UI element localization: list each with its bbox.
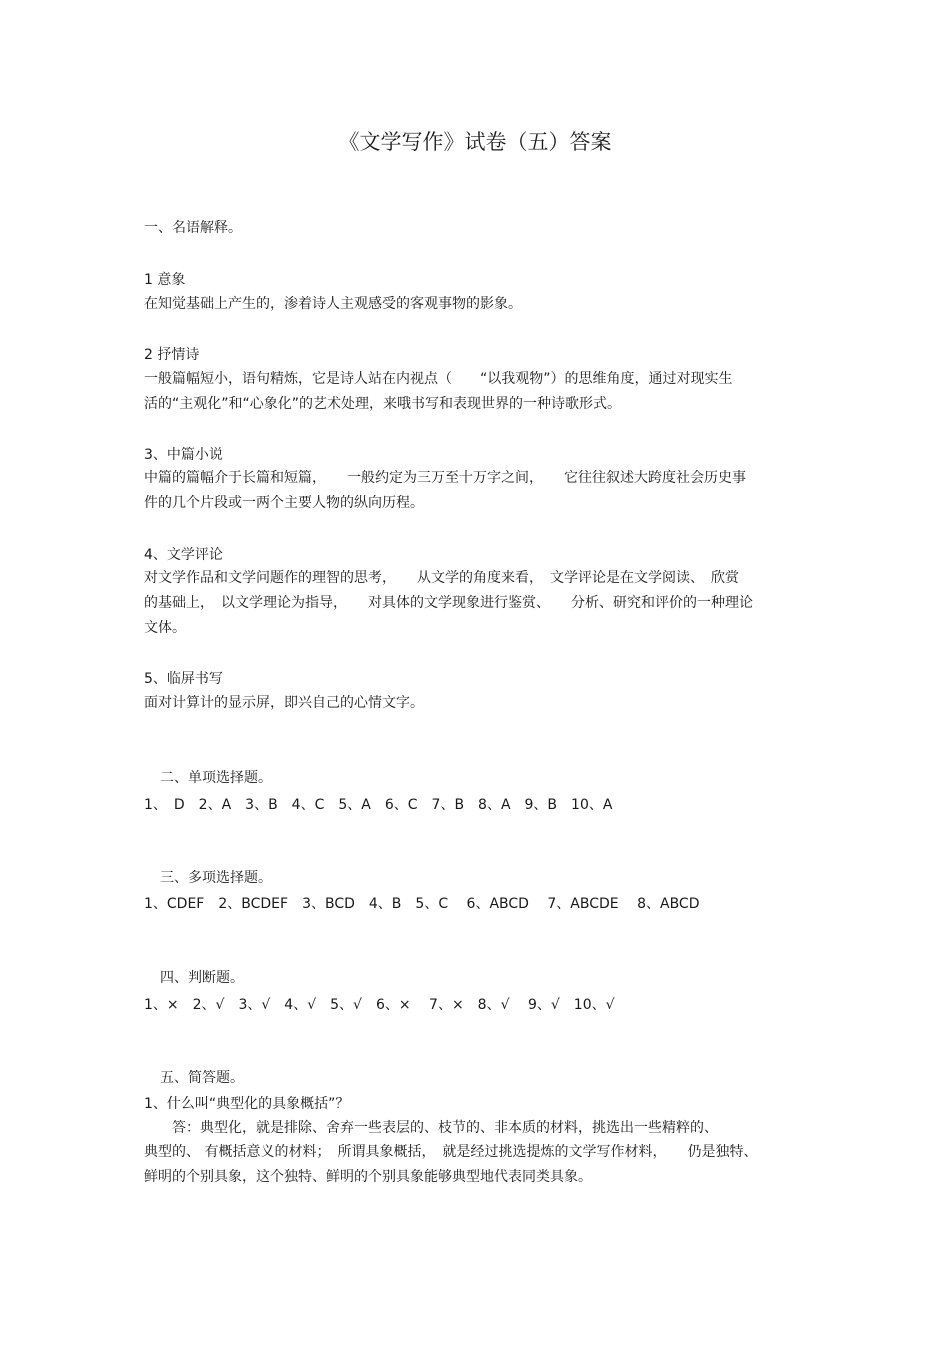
section-3-heading: 三、多项选择题。 xyxy=(160,870,272,886)
answer-1-line: 答：典型化，就是排除、舍弃一些表层的、枝节的、非本质的材料，挑选出一些精粹的、 xyxy=(172,1120,718,1136)
section-2-heading: 二、单项选择题。 xyxy=(160,770,272,786)
term-4-definition-line: 的基础上， 以文学理论为指导， 对具体的文学现象进行鉴赏、 分析、研究和评价的一种理论 xyxy=(144,595,753,611)
section-5-heading: 五、简答题。 xyxy=(160,1070,244,1086)
section-1-heading: 一、名语解释。 xyxy=(144,220,242,236)
term-4-label: 4、文学评论 xyxy=(144,547,223,563)
term-3-definition-line: 中篇的篇幅介于长篇和短篇， 一般约定为三万至十万字之间， 它往往叙述大跨度社会历史事 xyxy=(144,470,746,486)
section-4-heading: 四、判断题。 xyxy=(160,970,244,986)
term-1-label: 1 意象 xyxy=(144,272,186,288)
term-2-label: 2 抒情诗 xyxy=(144,347,200,363)
term-5-definition-line: 面对计算计的显示屏，即兴自己的心情文字。 xyxy=(144,695,424,711)
document-title: 《文学写作》试卷（五）答案 xyxy=(338,130,612,154)
term-1-definition-line: 在知觉基础上产生的，渗着诗人主观感受的客观事物的影象。 xyxy=(144,296,522,312)
section-2-answers: 1、 D 2、A 3、B 4、C 5、A 6、C 7、B 8、A 9、B 10、A xyxy=(144,797,613,813)
term-5-label: 5、临屏书写 xyxy=(144,671,223,687)
answer-1-line: 典型的、 有概括意义的材料； 所谓具象概括， 就是经过挑选提炼的文学写作材料， 仍是独特、 xyxy=(144,1144,758,1160)
term-4-definition-line: 对文学作品和文学问题作的理智的思考， 从文学的角度来看， 文学评论是在文学阅读、 欣赏 xyxy=(144,570,739,586)
term-2-definition-line: 一般篇幅短小，语句精炼，它是诗人站在内视点（ “以我观物”）的思维角度，通过对现实生 xyxy=(144,371,733,387)
term-2-definition-line: 活的“主观化”和“心象化”的艺术处理，来哦书写和表现世界的一种诗歌形式。 xyxy=(144,396,622,412)
section-4-answers: 1、× 2、√ 3、√ 4、√ 5、√ 6、× 7、× 8、√ 9、√ 10、√ xyxy=(144,997,615,1013)
term-3-label: 3、中篇小说 xyxy=(144,447,223,463)
question-1: 1、什么叫“典型化的具象概括”？ xyxy=(144,1096,350,1112)
section-3-answers: 1、CDEF 2、BCDEF 3、BCD 4、B 5、C 6、ABCD 7、ABCDE 8、ABCD xyxy=(144,896,700,912)
term-4-definition-line: 文体。 xyxy=(144,620,186,636)
term-3-definition-line: 件的几个片段或一两个主要人物的纵向历程。 xyxy=(144,495,424,511)
answer-1-line: 鲜明的个别具象，这个独特、鲜明的个别具象能够典型地代表同类具象。 xyxy=(144,1169,592,1185)
